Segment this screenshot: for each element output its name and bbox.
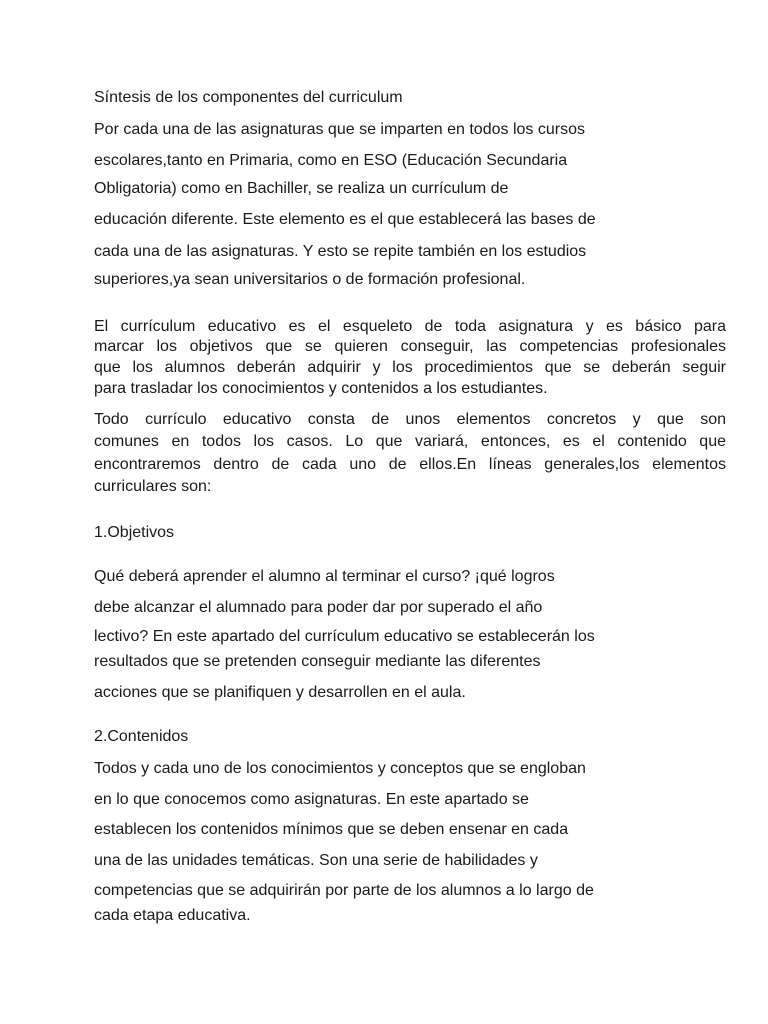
contenidos-line: una de las unidades temáticas. Son una serie de habilidades y	[94, 852, 538, 869]
section-heading-contenidos: 2.Contenidos	[94, 728, 189, 745]
objetivos-line: resultados que se pretenden conseguir mediante las diferentes	[94, 653, 541, 670]
intro-line: superiores,ya sean universitarios o de formación profesional.	[94, 271, 526, 288]
contenidos-line: establecen los contenidos mínimos que se deben ensenar en cada	[94, 821, 569, 838]
para2-line: encontraremos dentro de cada uno de ellos.En líneas generales,los elementos	[94, 456, 726, 473]
objetivos-line: lectivo? En este apartado del currículum educativo se establecerán los	[94, 628, 595, 645]
para1-line: marcar los objetivos que se quieren conseguir, las competencias profesionales	[94, 338, 726, 355]
objetivos-line: debe alcanzar el alumnado para poder dar por superado el año	[94, 599, 543, 616]
contenidos-line: cada etapa educativa.	[94, 907, 251, 924]
intro-line: cada una de las asignaturas. Y esto se repite también en los estudios	[94, 243, 587, 260]
section-heading-objetivos: 1.Objetivos	[94, 524, 175, 541]
contenidos-line: Todos y cada uno de los conocimientos y conceptos que se engloban	[94, 760, 586, 777]
para2-line: curriculares son:	[94, 478, 212, 495]
para2-line: comunes en todos los casos. Lo que variará, entonces, es el contenido que	[94, 433, 726, 450]
objetivos-line: Qué deberá aprender el alumno al terminar el curso? ¡qué logros	[94, 568, 555, 585]
para1-line: El currículum educativo es el esqueleto de toda asignatura y es básico para	[94, 318, 726, 335]
intro-line: Por cada una de las asignaturas que se imparten en todos los cursos	[94, 121, 585, 138]
intro-line: Obligatoria) como en Bachiller, se realiza un currículum de	[94, 180, 509, 197]
document-title: Síntesis de los componentes del curriculum	[94, 89, 403, 106]
para1-line: para trasladar los conocimientos y contenidos a los estudiantes.	[94, 380, 548, 397]
para1-line: que los alumnos deberán adquirir y los procedimientos que se deberán seguir	[94, 359, 726, 376]
intro-line: educación diferente. Este elemento es el que establecerá las bases de	[94, 211, 596, 228]
contenidos-line: competencias que se adquirirán por parte de los alumnos a lo largo de	[94, 882, 594, 899]
objetivos-line: acciones que se planifiquen y desarrollen en el aula.	[94, 684, 466, 701]
contenidos-line: en lo que conocemos como asignaturas. En este apartado se	[94, 791, 529, 808]
intro-line: escolares,tanto en Primaria, como en ESO (Educación Secundaria	[94, 152, 568, 169]
para2-line: Todo currículo educativo consta de unos elementos concretos y que son	[94, 411, 726, 428]
